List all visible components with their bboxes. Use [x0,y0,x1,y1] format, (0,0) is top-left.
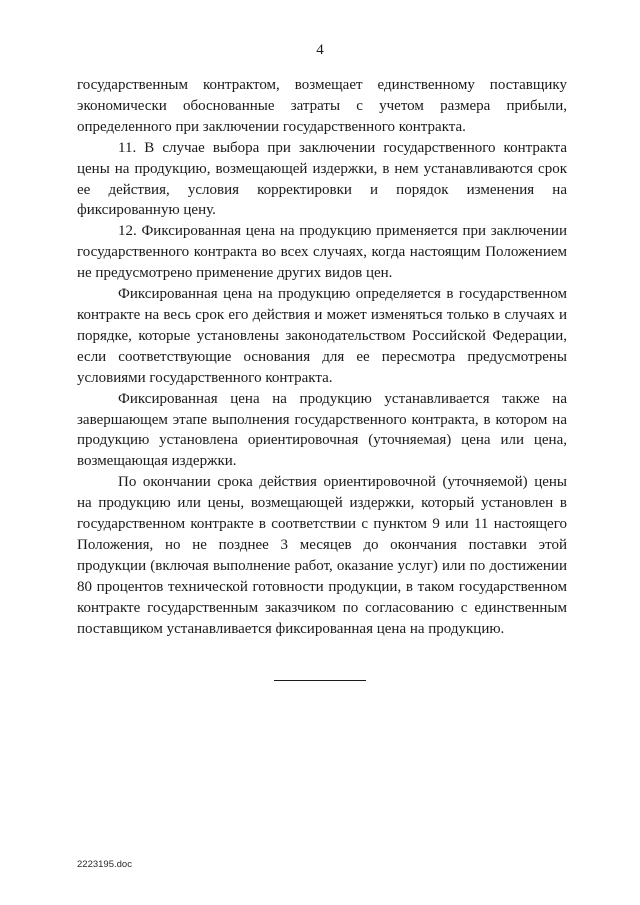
paragraph-fixed-price-final-stage: Фиксированная цена на продукцию устанавливается также на завершающем этапе выполнения государственного контракта, в котором на продукцию установлена ориентировочная (уточняемая) цена или цена, возмещающая издержки. [77,390,567,470]
document-body [77,75,567,639]
page-number: 4 [316,42,324,58]
paragraph-continuation: государственным контрактом, возмещает единственному поставщику экономически обоснованные затраты с учетом размера прибыли, определенного при заключении государственного контракта. [77,77,567,135]
paragraph-fixed-price-term: Фиксированная цена на продукцию определяется в государственном контракте на весь срок его действия и может изменяться только в случаях и порядке, которые установлены законодательством Российской Федерации, если соответствующие основания для ее пересмотра предусмотрены условиями государственного контракта. [77,286,567,386]
paragraph-price-expiry: По окончании срока действия ориентировочной (уточняемой) цены на продукцию или цены, возмещающей издержки, который установлен в государственном контракте в соответствии с пунктом 9 или 11 настоящего Положения, но не позднее 3 месяцев до окончания поставки этой продукции (включая выполнение работ, оказание услуг) или по достижении 80 процентов технической готовности продукции, в таком государственном контракте государственным заказчиком по согласованию с единственным поставщиком устанавливается фиксированная цена на продукцию. [77,474,567,637]
end-divider-line [274,680,366,681]
footer-document-id: 2223195.doc [77,859,132,870]
paragraph-item-11: 11. В случае выбора при заключении государственного контракта цены на продукцию, возмещающей издержки, в нем устанавливаются срок ее действия, условия корректировки и порядок изменения на фиксированную цену. [77,139,567,219]
paragraph-item-12: 12. Фиксированная цена на продукцию применяется при заключении государственного контракта во всех случаях, когда настоящим Положением не предусмотрено применение других видов цен. [77,223,567,282]
